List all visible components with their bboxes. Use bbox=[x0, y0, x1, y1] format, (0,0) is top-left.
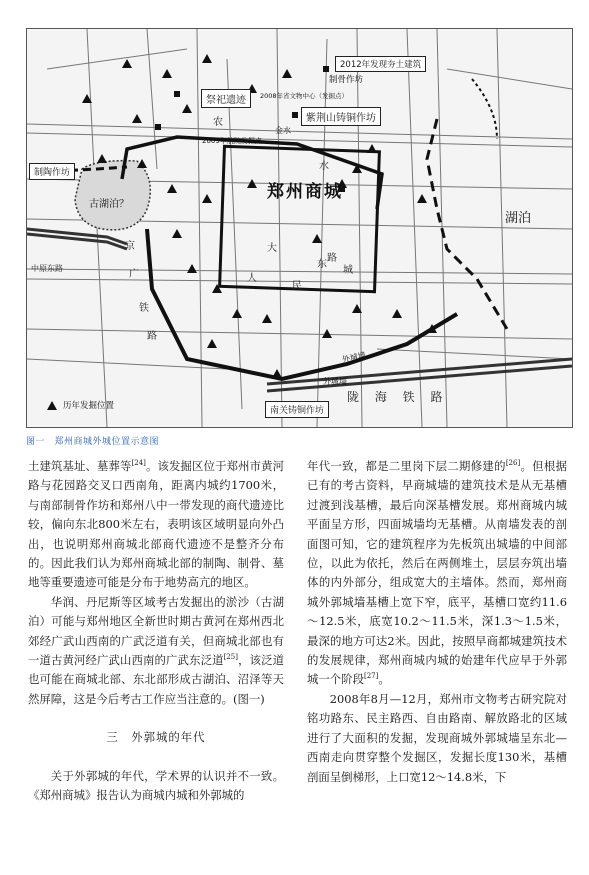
road-shui: 水 bbox=[319, 161, 329, 172]
road-longhai: 陇 海 铁 路 bbox=[347, 390, 449, 404]
label-zijingshan-workshop: 紫荆山铸铜作坊 bbox=[301, 107, 381, 126]
road-nong: 农 bbox=[213, 117, 223, 128]
right-paragraph-2: 2008年8月—12月，郑州市文物考古研究院对铭功路东、民主路西、自由路南、解放路北的区域进行了大面积的发掘，发现商城外郭城墙呈东北—西南走向贯穿整个发掘区，发掘长度130米，基槽剖面呈倒梯形，上口宽12～14.8米，下 bbox=[307, 691, 567, 784]
label-2009-dig: 2009年航院发掘点 bbox=[202, 137, 262, 145]
road-da: 大 bbox=[267, 243, 277, 254]
road-ren: 人 bbox=[247, 273, 257, 284]
left-column bbox=[28, 457, 284, 806]
road-tie: 铁 bbox=[139, 303, 149, 314]
left-paragraph-2: 华润、丹尼斯等区域考古发掘出的淤沙（古湖泊）可能与郑州地区全新世时期古黄河在郑州西北郊经广武山西南的广武泛道有关，但商城北部也有一道古黄河经广武山西南的广武东泛道[25]，该泛道也可能在商城北部、东北部形成古湖泊、沼泽等天然屏障，这是今后考古工作应当注意的。(图一) bbox=[28, 594, 284, 706]
legend-triangle-icon bbox=[47, 401, 57, 410]
road-lu: 路 bbox=[147, 331, 157, 342]
left-paragraph-3: 关于外郭城的年代，学术界的认识并不一致。《郑州商城》报告认为商城内城和外郭城的 bbox=[28, 768, 284, 803]
site-map bbox=[26, 28, 573, 428]
road-guang: 广 bbox=[129, 269, 139, 280]
road-min: 民 bbox=[292, 281, 302, 292]
site-squares bbox=[155, 66, 345, 192]
citation-25: [25] bbox=[223, 653, 238, 662]
label-outer-wall-1: 外城墙 bbox=[341, 350, 367, 365]
road-lu2: 路 bbox=[327, 253, 337, 264]
right-column bbox=[307, 457, 567, 787]
road-cheng: 城 bbox=[343, 265, 353, 276]
label-outer-wall-2: 外城墙 bbox=[323, 377, 347, 386]
citation-24: [24] bbox=[131, 459, 146, 468]
outer-wall-south bbox=[147, 229, 457, 379]
lake-boundary-dashed bbox=[472, 79, 497, 139]
label-nanguan-workshop: 南关铸铜作坊 bbox=[265, 401, 329, 418]
road-dong: 东 bbox=[317, 259, 327, 270]
railway-lines bbox=[27, 229, 572, 391]
figure-caption: 图一 郑州商城外城位置示意图 bbox=[26, 437, 160, 447]
citation-26: [26] bbox=[505, 459, 521, 468]
right-paragraph-1: 年代一致，都是二里岗下层二期修建的[26]。但根据已有的考古资料，早商城墙的建筑技术是从无基槽过渡到浅基槽，最后向深基槽发展。郑州商城内城平面呈方形，四面城墙均无基槽。从南墙发表的剖面图可知，它的建筑程序为先板筑出城墙的中间部位，以此为依托，然后在两侧堆土，层层夯筑出墙体的内外部分，组成宽大的主墙体。然而，郑州商城外郭城墙基槽上宽下窄，底平，基槽口宽约11.6～12.5米，底宽10.2～11.5米，深1.3～1.5米，最深的地方可达2米。因此，按照早商都城建筑技术的发展规律，郑州商城内城的始建年代应早于外郭城一个阶段[27]。 bbox=[307, 459, 567, 687]
road-zhongyuan: 中原东路 bbox=[31, 264, 63, 273]
left-paragraph-1: 土建筑基址、墓葬等[24]。该发掘区位于郑州市黄河路与花园路交叉口西南角，距离内城约1700米，与南部制骨作坊和郑州八中一带发现的商代遗迹比较，偏向东北800米左右，表明该区域明显向外凸出，也说明郑州商城北部商代遗迹不是整齐分布的。因此我们认为郑州商城北部的制陶、制骨、墓地等重要遗迹可能是分布于地势高亢的地区。 bbox=[28, 459, 284, 590]
road-jing: 京 bbox=[125, 241, 135, 252]
label-2012-discovery: 2012年发现夯土建筑 bbox=[335, 56, 426, 72]
label-zhengzhou-city: 郑州商城 bbox=[267, 182, 343, 202]
label-culture-center: 2008年省文物中心（发掘点） bbox=[260, 92, 349, 100]
section-heading: 三 外郭城的年代 bbox=[106, 730, 206, 745]
map-drawing bbox=[27, 29, 572, 427]
label-pottery-workshop: 制陶作坊 bbox=[29, 163, 75, 180]
outer-wall-dashed-east bbox=[427, 119, 507, 329]
label-ancient-lake: 古湖泊？ bbox=[89, 199, 129, 210]
label-bone-workshop: 制骨作坊 bbox=[329, 75, 364, 85]
label-sacrifice: 祭祀遗迹 bbox=[201, 89, 251, 108]
road-jinshui: 金水 bbox=[275, 126, 291, 135]
legend-label: 历年发掘位置 bbox=[63, 401, 115, 411]
label-lake: 湖泊 bbox=[505, 211, 532, 226]
citation-27: [27] bbox=[363, 672, 379, 681]
